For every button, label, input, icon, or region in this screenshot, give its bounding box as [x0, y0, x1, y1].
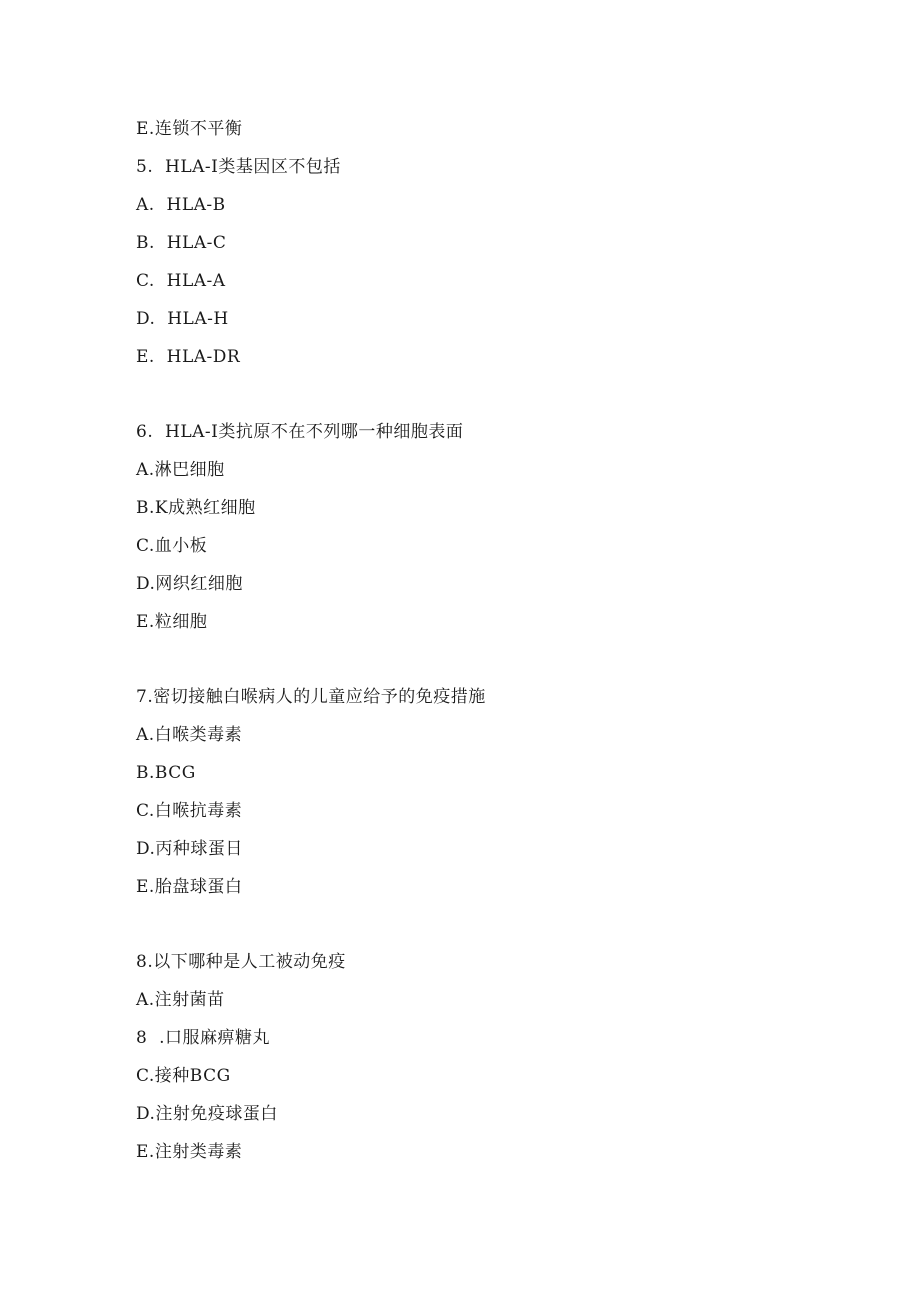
question-4-option-e: E.连锁不平衡: [136, 119, 243, 139]
question-5-option-d: D. HLA-H: [136, 309, 229, 329]
question-5-stem: 5. HLA-I类基因区不包括: [136, 157, 341, 177]
question-7-option-e: E.胎盘球蛋白: [136, 877, 243, 897]
question-5-option-b: B. HLA-C: [136, 233, 227, 253]
question-5-option-a: A. HLA-B: [136, 195, 226, 215]
question-8-option-e: E.注射类毒素: [136, 1142, 243, 1162]
question-5-option-c: C. HLA-A: [136, 271, 226, 291]
question-6-stem: 6. HLA-I类抗原不在不列哪一种细胞表面: [136, 422, 464, 442]
question-7-option-d: D.丙种球蛋日: [136, 839, 243, 859]
question-8-option-b: 8 .口服麻痹糖丸: [136, 1028, 271, 1048]
question-8-option-c: C.接种BCG: [136, 1066, 231, 1086]
question-8-option-d: D.注射免疫球蛋白: [136, 1104, 278, 1124]
question-8-option-a: A.注射菌苗: [136, 990, 225, 1010]
question-6-option-b: B.K成熟红细胞: [136, 498, 256, 518]
question-6-option-e: E.粒细胞: [136, 612, 208, 632]
question-7-option-a: A.白喉类毒素: [136, 725, 243, 745]
question-5-option-e: E. HLA-DR: [136, 347, 241, 367]
question-7-stem: 7.密切接触白喉病人的儿童应给予的免疫措施: [136, 687, 486, 707]
question-6-option-a: A.淋巴细胞: [136, 460, 225, 480]
question-6-option-d: D.网织红细胞: [136, 574, 243, 594]
question-6-option-c: C.血小板: [136, 536, 208, 556]
question-8-stem: 8.以下哪种是人工被动免疫: [136, 952, 346, 972]
question-7-option-c: C.白喉抗毒素: [136, 801, 243, 821]
question-7-option-b: B.BCG: [136, 763, 196, 783]
